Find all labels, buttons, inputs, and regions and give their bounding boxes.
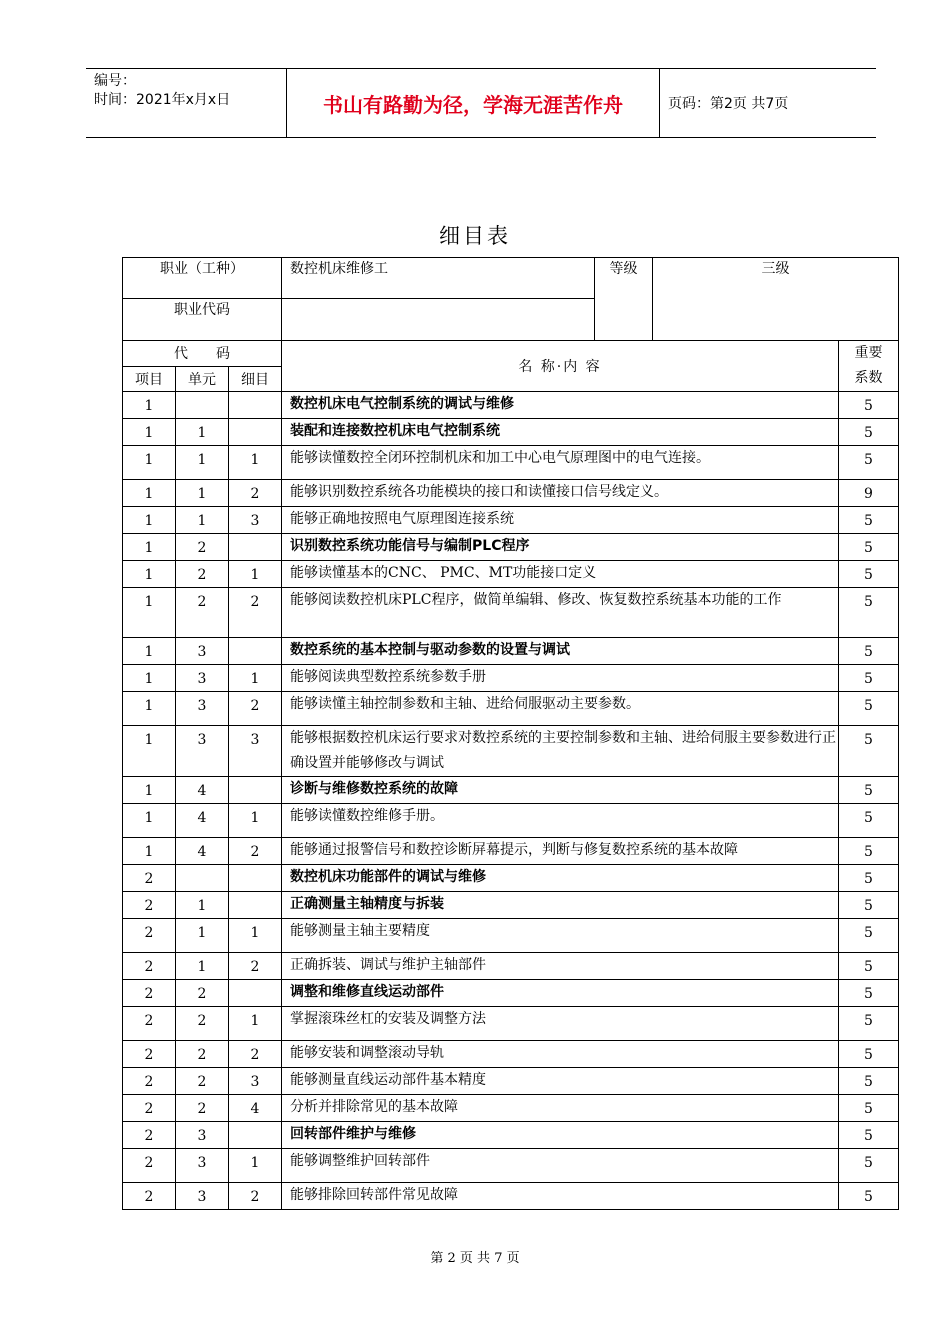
row-detail-cell: 2 — [229, 838, 282, 865]
table-row — [123, 953, 899, 980]
row-item-cell: 1 — [123, 588, 176, 638]
row-item-cell: 2 — [123, 1183, 176, 1210]
table-row — [123, 1122, 899, 1149]
level-value: 三级 — [653, 258, 899, 341]
table-row — [123, 561, 899, 588]
row-detail-cell: 2 — [229, 1183, 282, 1210]
row-name-cell: 能够根据数控机床运行要求对数控系统的主要控制参数和主轴、进给伺服主要参数进行正确设置并能够修改与调试 — [282, 726, 839, 777]
item-header: 项目 — [123, 366, 176, 392]
row-weight-cell: 5 — [839, 638, 899, 665]
row-item-cell: 1 — [123, 392, 176, 419]
detail-table — [122, 257, 899, 1210]
row-item-cell: 1 — [123, 692, 176, 726]
row-detail-cell: 4 — [229, 1095, 282, 1122]
table-row — [123, 507, 899, 534]
row-weight-cell: 5 — [839, 419, 899, 446]
table-row — [123, 534, 899, 561]
table-row — [123, 865, 899, 892]
row-unit-cell: 4 — [176, 804, 229, 838]
table-row — [123, 419, 899, 446]
row-weight-cell: 5 — [839, 1041, 899, 1068]
row-unit-cell: 2 — [176, 561, 229, 588]
row-name-cell: 数控机床电气控制系统的调试与维修 — [282, 392, 839, 419]
row-detail-cell: 2 — [229, 692, 282, 726]
row-unit-cell: 2 — [176, 1007, 229, 1041]
row-item-cell: 2 — [123, 892, 176, 919]
table-row — [123, 1149, 899, 1183]
row-name-cell: 掌握滚珠丝杠的安装及调整方法 — [282, 1007, 839, 1041]
row-weight-cell: 5 — [839, 892, 899, 919]
row-detail-cell: 2 — [229, 588, 282, 638]
row-name-cell: 诊断与维修数控系统的故障 — [282, 777, 839, 804]
row-detail-cell: 1 — [229, 561, 282, 588]
row-detail-cell — [229, 392, 282, 419]
row-name-cell: 能够测量主轴主要精度 — [282, 919, 839, 953]
name-header: 名 称·内 容 — [282, 341, 839, 392]
row-name-cell: 装配和连接数控机床电气控制系统 — [282, 419, 839, 446]
row-weight-cell: 5 — [839, 588, 899, 638]
row-detail-cell: 2 — [229, 953, 282, 980]
row-detail-cell: 1 — [229, 665, 282, 692]
row-weight-cell: 5 — [839, 446, 899, 480]
code-group-header: 代 码 — [123, 341, 282, 367]
table-row — [123, 777, 899, 804]
row-weight-cell: 5 — [839, 561, 899, 588]
table-row — [123, 980, 899, 1007]
row-name-cell: 正确拆装、调试与维护主轴部件 — [282, 953, 839, 980]
row-detail-cell — [229, 1122, 282, 1149]
row-unit-cell: 2 — [176, 1068, 229, 1095]
weight-header-line2: 系数 — [854, 370, 883, 386]
row-item-cell: 2 — [123, 980, 176, 1007]
row-weight-cell: 5 — [839, 1183, 899, 1210]
row-item-cell: 1 — [123, 838, 176, 865]
header-motto: 书山有路勤为径，学海无涯苦作舟 — [323, 92, 623, 117]
row-unit-cell: 2 — [176, 1041, 229, 1068]
table-row — [123, 1007, 899, 1041]
weight-header-line1: 重要 — [854, 345, 883, 361]
row-item-cell: 1 — [123, 638, 176, 665]
row-weight-cell: 5 — [839, 1095, 899, 1122]
row-name-cell: 正确测量主轴精度与拆装 — [282, 892, 839, 919]
page-title: 细目表 — [439, 224, 511, 248]
row-weight-cell: 5 — [839, 392, 899, 419]
unit-header: 单元 — [176, 366, 229, 392]
level-label: 等级 — [595, 258, 653, 341]
header-page-number: 页码：第2页 共7页 — [668, 96, 789, 112]
row-weight-cell: 5 — [839, 953, 899, 980]
table-row — [123, 392, 899, 419]
row-detail-cell: 1 — [229, 919, 282, 953]
row-detail-cell — [229, 865, 282, 892]
header-time: 时间：2021年x月x日 — [94, 92, 231, 108]
row-name-cell: 数控机床功能部件的调试与维修 — [282, 865, 839, 892]
row-item-cell: 2 — [123, 1095, 176, 1122]
row-unit-cell: 3 — [176, 665, 229, 692]
row-item-cell: 1 — [123, 507, 176, 534]
row-name-cell: 回转部件维护与维修 — [282, 1122, 839, 1149]
page-footer: 第 2 页 共 7 页 — [430, 1251, 520, 1266]
detail-header: 细目 — [229, 366, 282, 392]
row-name-cell: 能够读懂数控维修手册。 — [282, 804, 839, 838]
row-detail-cell: 3 — [229, 726, 282, 777]
row-detail-cell: 3 — [229, 1068, 282, 1095]
row-detail-cell — [229, 419, 282, 446]
row-item-cell: 1 — [123, 480, 176, 507]
column-header-row-1 — [123, 341, 899, 367]
row-detail-cell — [229, 777, 282, 804]
row-unit-cell: 1 — [176, 892, 229, 919]
table-row — [123, 1183, 899, 1210]
row-name-cell: 能够读懂数控全闭环控制机床和加工中心电气原理图中的电气连接。 — [282, 446, 839, 480]
row-unit-cell: 2 — [176, 588, 229, 638]
row-unit-cell: 1 — [176, 419, 229, 446]
row-detail-cell: 1 — [229, 804, 282, 838]
header-number: 编号： — [94, 73, 136, 89]
row-item-cell: 1 — [123, 726, 176, 777]
row-weight-cell: 5 — [839, 777, 899, 804]
table-row — [123, 919, 899, 953]
row-name-cell: 能够阅读典型数控系统参数手册 — [282, 665, 839, 692]
row-item-cell: 1 — [123, 804, 176, 838]
row-weight-cell: 5 — [839, 1007, 899, 1041]
row-item-cell: 2 — [123, 865, 176, 892]
row-weight-cell: 5 — [839, 534, 899, 561]
table-row — [123, 692, 899, 726]
row-name-cell: 能够测量直线运动部件基本精度 — [282, 1068, 839, 1095]
row-weight-cell: 5 — [839, 980, 899, 1007]
row-weight-cell: 5 — [839, 665, 899, 692]
table-row — [123, 665, 899, 692]
row-item-cell: 1 — [123, 777, 176, 804]
row-name-cell: 分析并排除常见的基本故障 — [282, 1095, 839, 1122]
row-detail-cell — [229, 534, 282, 561]
row-name-cell: 能够读懂主轴控制参数和主轴、进给伺服驱动主要参数。 — [282, 692, 839, 726]
row-weight-cell: 5 — [839, 804, 899, 838]
row-name-cell: 能够读懂基本的CNC、 PMC、MT功能接口定义 — [282, 561, 839, 588]
row-unit-cell: 1 — [176, 953, 229, 980]
row-detail-cell — [229, 980, 282, 1007]
table-row — [123, 480, 899, 507]
row-weight-cell: 5 — [839, 1122, 899, 1149]
row-detail-cell: 1 — [229, 446, 282, 480]
row-unit-cell: 2 — [176, 534, 229, 561]
row-unit-cell: 1 — [176, 480, 229, 507]
header-motto-cell — [286, 69, 660, 137]
row-name-cell: 能够通过报警信号和数控诊断屏幕提示，判断与修复数控系统的基本故障 — [282, 838, 839, 865]
row-detail-cell: 3 — [229, 507, 282, 534]
row-item-cell: 2 — [123, 1007, 176, 1041]
row-name-cell: 调整和维修直线运动部件 — [282, 980, 839, 1007]
code-label: 职业代码 — [123, 299, 282, 341]
table-row — [123, 638, 899, 665]
row-unit-cell: 4 — [176, 838, 229, 865]
occupation-label: 职业（工种） — [123, 258, 282, 299]
row-detail-cell: 1 — [229, 1149, 282, 1183]
row-detail-cell: 2 — [229, 1041, 282, 1068]
row-name-cell: 能够排除回转部件常见故障 — [282, 1183, 839, 1210]
row-weight-cell: 5 — [839, 692, 899, 726]
table-row — [123, 1041, 899, 1068]
row-item-cell: 1 — [123, 446, 176, 480]
row-item-cell: 2 — [123, 1041, 176, 1068]
row-weight-cell: 5 — [839, 1149, 899, 1183]
row-unit-cell: 1 — [176, 919, 229, 953]
row-name-cell: 能够识别数控系统各功能模块的接口和读懂接口信号线定义。 — [282, 480, 839, 507]
row-name-cell: 能够调整维护回转部件 — [282, 1149, 839, 1183]
row-name-cell: 数控系统的基本控制与驱动参数的设置与调试 — [282, 638, 839, 665]
row-unit-cell: 3 — [176, 692, 229, 726]
occupation-value: 数控机床维修工 — [282, 258, 595, 299]
row-name-cell: 能够正确地按照电气原理图连接系统 — [282, 507, 839, 534]
row-name-cell: 能够阅读数控机床PLC程序，做简单编辑、修改、恢复数控系统基本功能的工作 — [282, 588, 839, 638]
row-detail-cell — [229, 638, 282, 665]
row-weight-cell: 5 — [839, 1068, 899, 1095]
table-row — [123, 804, 899, 838]
row-weight-cell: 5 — [839, 507, 899, 534]
row-item-cell: 2 — [123, 919, 176, 953]
table-row — [123, 726, 899, 777]
row-unit-cell: 2 — [176, 1095, 229, 1122]
row-weight-cell: 5 — [839, 919, 899, 953]
row-item-cell: 2 — [123, 1122, 176, 1149]
row-unit-cell — [176, 865, 229, 892]
table-row — [123, 838, 899, 865]
row-unit-cell: 3 — [176, 638, 229, 665]
row-weight-cell: 5 — [839, 726, 899, 777]
row-item-cell: 1 — [123, 419, 176, 446]
row-detail-cell: 2 — [229, 480, 282, 507]
row-unit-cell: 3 — [176, 1122, 229, 1149]
code-value — [282, 299, 595, 341]
occupation-row — [123, 258, 899, 299]
weight-header — [839, 341, 899, 392]
row-item-cell: 1 — [123, 665, 176, 692]
row-weight-cell: 5 — [839, 865, 899, 892]
row-unit-cell — [176, 392, 229, 419]
table-row — [123, 1095, 899, 1122]
row-unit-cell: 3 — [176, 726, 229, 777]
page-header — [86, 68, 876, 138]
row-detail-cell — [229, 892, 282, 919]
row-weight-cell: 5 — [839, 838, 899, 865]
table-row — [123, 1068, 899, 1095]
row-item-cell: 1 — [123, 534, 176, 561]
header-meta — [94, 72, 284, 110]
row-unit-cell: 2 — [176, 980, 229, 1007]
row-unit-cell: 4 — [176, 777, 229, 804]
table-row — [123, 892, 899, 919]
row-item-cell: 2 — [123, 953, 176, 980]
row-item-cell: 2 — [123, 1149, 176, 1183]
table-row — [123, 446, 899, 480]
row-detail-cell: 1 — [229, 1007, 282, 1041]
row-name-cell: 识别数控系统功能信号与编制PLC程序 — [282, 534, 839, 561]
row-weight-cell: 9 — [839, 480, 899, 507]
row-item-cell: 2 — [123, 1068, 176, 1095]
row-unit-cell: 1 — [176, 446, 229, 480]
table-row — [123, 588, 899, 638]
row-unit-cell: 1 — [176, 507, 229, 534]
row-unit-cell: 3 — [176, 1183, 229, 1210]
row-name-cell: 能够安装和调整滚动导轨 — [282, 1041, 839, 1068]
row-unit-cell: 3 — [176, 1149, 229, 1183]
row-item-cell: 1 — [123, 561, 176, 588]
